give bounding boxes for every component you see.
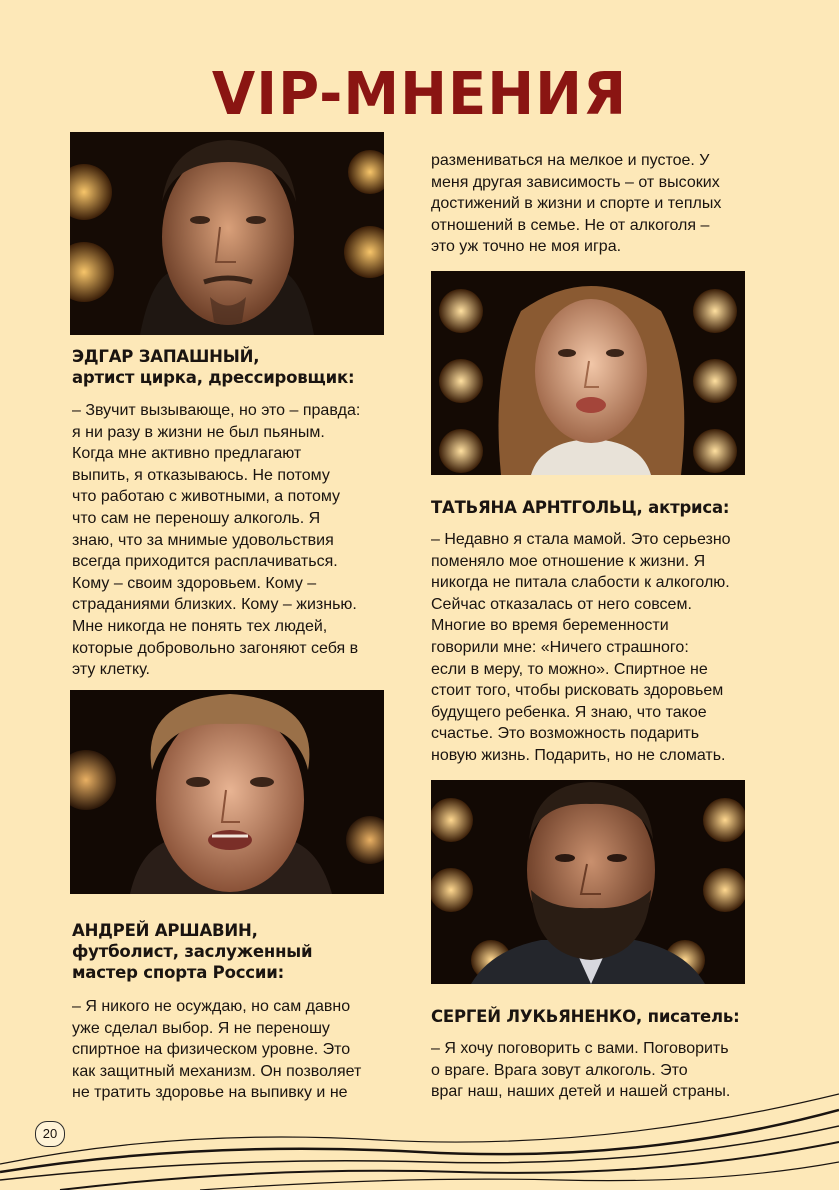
quote-andrey-continued: размениваться на мелкое и пустое. У меня другая зависимость – от высоких достижений в жизни и спорте и теплых отношений в семье. Не от алкоголя – это уж точно не моя игра.: [431, 152, 722, 256]
portrait-bearded-man-icon: [431, 780, 745, 984]
quote-andrey-start: – Я никого не осуждаю, но сам давно уже сделал выбор. Я не переношу спиртное на физическом уровне. Это как защитный механизм. Он позволяет не тратить здоровье на выпивку и не: [72, 998, 362, 1102]
name-andrey: АНДРЕЙ АРШАВИН, футболист, заслуженный мастер спорта России:: [72, 921, 313, 982]
page-title: VIP-МНЕНИЯ: [211, 60, 628, 129]
photo-andrey: [70, 690, 384, 894]
photo-tatyana: [431, 271, 745, 475]
photo-edgar: [70, 132, 384, 335]
quote-edgar: – Звучит вызывающе, но это – правда: я ни разу в жизни не был пьяным. Когда мне активно предлагают выпить, я отказываюсь. Не потому что работаю с животными, а потому что сам не переношу алкоголь. Я знаю, что за мнимые удовольствия всегда приходится расплачиваться. Кому – своим здоровьем. Кому – страданиями близких. Кому – жизнью. Мне никогда не понять тех людей, которые добровольно загоняют себя в эту клетку.: [72, 402, 361, 679]
page-number: 20: [35, 1121, 65, 1147]
name-tatyana: ТАТЬЯНА АРНТГОЛЬЦ, актриса:: [431, 498, 730, 517]
name-edgar: ЭДГАР ЗАПАШНЫЙ, артист цирка, дрессировщик:: [72, 347, 355, 387]
photo-sergey: [431, 780, 745, 984]
name-sergey: СЕРГЕЙ ЛУКЬЯНЕНКО, писатель:: [431, 1007, 740, 1026]
decorative-waves-icon: [0, 1080, 839, 1190]
quote-tatyana: – Недавно я стала мамой. Это серьезно поменяло мое отношение к жизни. Я никогда не питала слабости к алкоголю. Сейчас отказалась от него совсем. Многие во время беременности говорили мне: «Ничего страшного: если в меру, то можно». Спиртное не стоит того, чтобы рисковать здоровьем будущего ребенка. Я знаю, что такое счастье. Это возможность подарить новую жизнь. Подарить, но не сломать.: [431, 531, 731, 764]
quote-sergey: – Я хочу поговорить с вами. Поговорить о враге. Врага зовут алкоголь. Это враг наш, наших детей и нашей страны.: [431, 1040, 731, 1101]
portrait-young-man-icon: [70, 690, 384, 894]
portrait-woman-icon: [431, 271, 745, 475]
portrait-man-icon: [70, 132, 384, 335]
